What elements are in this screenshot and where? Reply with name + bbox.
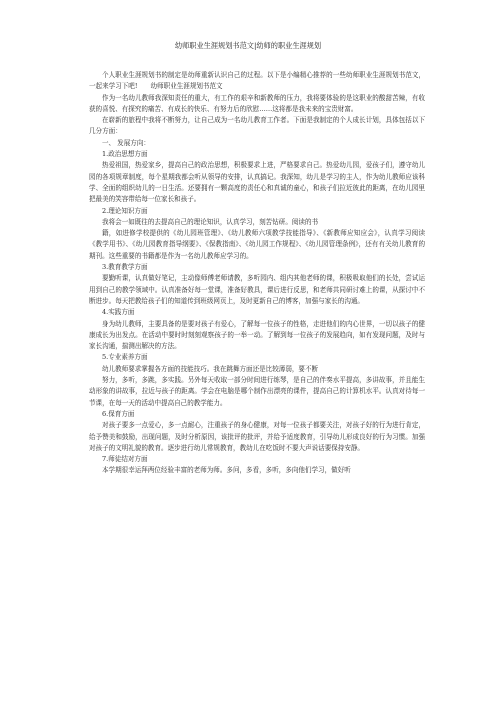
subsection-heading: 5.专业素养方面: [102, 353, 148, 362]
body-paragraph: 作为一名幼儿教师我深知责任的重大，有工作的艰辛和新教师的压力，我将要体验的是这职业的酸甜苦辣，有收获的喜悦、有探究的痛苦、有成长的快乐、有努力后的欣慰……这将都是我未来的宝贵财富。: [89, 93, 425, 113]
body-paragraph: 幼儿教师要求掌握各方面的技能技巧。我在跳舞方面还是比较薄弱，要不断: [102, 364, 319, 373]
body-paragraph: 本学期很幸运拜两位经验丰富的老师为师。多问，多看，多听，多向他们学习，做好听: [102, 466, 351, 475]
subsection-heading: 7.师徒结对方面: [102, 455, 148, 464]
section-heading: 一、 发展方向：: [102, 138, 150, 147]
body-paragraph: 我将会一如既往的去提高自己的理论知识，认真学习，刻苦钻研。阅读的书: [102, 217, 319, 226]
body-paragraph: 努力，多听，多跳，多实践。另外每天收取一部分时间进行练琴，是自己的伴奏水平提高，多讲故事，并且能生动形象的讲故事，拉近与孩子的距离。学会在电脑是哪个制作出漂亮的课件，提高自己的计算机水平。认真对待每一节课，在每一天的活动中提高自己的教学能力。: [89, 376, 425, 407]
body-paragraph: 身为幼儿教师，主要具备的是要对孩子有爱心，了解每一位孩子的性格，走进他们的内心世界，一切以孩子的健康成长为出发点。在活动中要时时刻刻观察孩子的一举一动。了解到每一位孩子的发展趋向，如有发现问题，及时与家长沟通，揣测出解决的方法。: [89, 319, 425, 351]
subsection-heading: 6.保育方面: [102, 409, 135, 418]
subsection-heading: 4.实践方面: [102, 308, 135, 317]
subsection-heading: 3.教育教学方面: [102, 263, 148, 272]
body-paragraph: 在崭新的旅程中我将不断努力，让自己成为一名幼儿教育工作者。下面是我制定的个人成长计划，具体包括以下几分方面：: [89, 116, 425, 136]
intro-paragraph: 个人职业生涯规划书的制定是幼师重新认识自己的过程。以下是小编精心推荐的一些幼师职业生涯规划书范文，一起来学习下吧! 幼师职业生涯规划书范文: [89, 71, 425, 91]
body-paragraph: 热爱祖国，热爱家乡，提高自己的政治思想，积极要求上进，严格要求自己。热爱幼儿园，爱孩子们，遵守幼儿园的各项规章制度，每个星期我都会听从领导的安排，认真搞记。我深知，幼儿是学习的主人，作为幼儿教师应该科学、全面的组织幼儿的一日生活。还要拥有一颗高度的责任心和真诚的童心，和孩子们拉近彼此的距离，在幼儿园里把最美的笑容带给每一位家长和孩子。: [89, 161, 425, 204]
subsection-heading: 1.政治思想方面: [102, 150, 148, 159]
body-paragraph: 要勤听课，认真做好笔记，主动像师傅老师请教，多听园内、组内其他老师的课，积极吸取他们的长处，尝试运用到自己的教学领域中。认真准备好每一堂课，准备好教具，课后进行反思，和老师共同研讨难上的课，从探讨中不断进步。每天把教给孩子们的知道传到班级网页上，及时更新自己的博客，加强与家长的沟通。: [89, 274, 425, 305]
body-paragraph: 籍，如进修学校提供的《幼儿园班管理》、《幼儿教师六项教学技能指导》、《新教师应知应会》，认真学习阅读《教学用书》、《幼儿园教育指导纲要》、《保教指南》、《幼儿园工作规程》、《幼儿园管理条例》，还有有关幼儿教育的期刊。这些重要的书籍都是作为一名幼儿教师应学习的。: [89, 229, 425, 260]
body-paragraph: 对孩子要多一点爱心，多一点耐心，注重孩子的身心健康，对每一位孩子都要关注，对孩子好的行为进行肯定，给予赞美和鼓励，出现问题，及时分析原因，该批评的批评，并给予适度教育，引导幼儿形成良好的行为习惯。加强对孩子的文明礼貌的教育。逐步进行幼儿常规教育，教幼儿在吃饭时不要大声说话要保持安静。: [89, 421, 425, 452]
document-body: [89, 70, 425, 477]
page-title: 幼师职业生涯规划书范文|幼师的职业生涯规划: [174, 41, 322, 50]
subsection-heading: 2.理论知识方面: [102, 206, 148, 215]
